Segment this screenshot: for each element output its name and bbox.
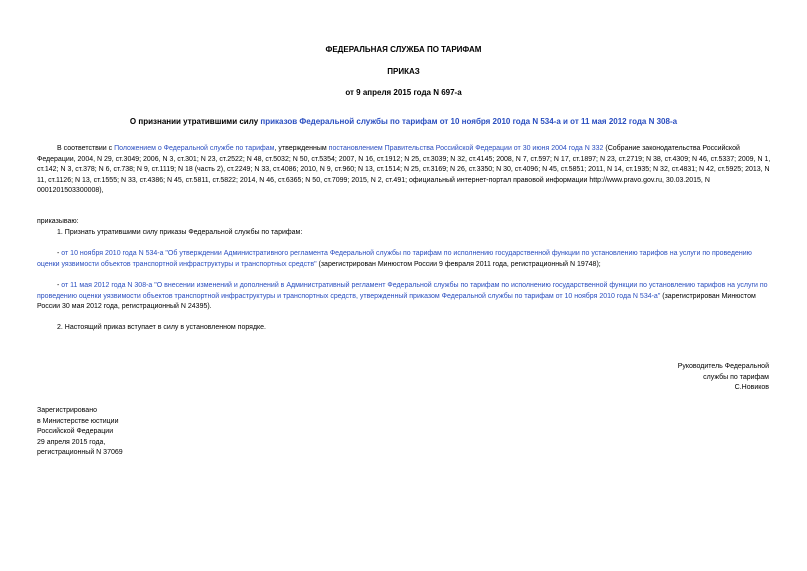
- sub-item-1: [37, 249, 772, 270]
- sub-item-2-suffix: (зарегистрирован Минюстом России 30 мая 2012 года, регистрационный N 24395).: [37, 292, 756, 311]
- preamble-paragraph: [37, 144, 772, 197]
- sub-item-2-prefix: -: [57, 282, 62, 289]
- item-1: 1. Признать утратившими силу приказы Федеральной службы по тарифам:: [57, 229, 303, 236]
- agency-heading: ФЕДЕРАЛЬНАЯ СЛУЖБА ПО ТАРИФАМ: [325, 45, 482, 54]
- preamble-text-1: В соответствии с: [57, 145, 115, 152]
- title-prefix: О признании утратившими силу: [129, 117, 261, 126]
- registration-line-1: Зарегистрировано: [37, 407, 97, 414]
- title-link[interactable]: приказов Федеральной службы по тарифам от 10 ноября 2010 года N 534-а и от 11 мая 2012 года N 308-а: [260, 117, 678, 126]
- date-number-heading: от 9 апреля 2015 года N 697-а: [345, 88, 462, 97]
- sub-item-2-link[interactable]: от 11 мая 2012 года N 308-а "О внесении изменений и дополнений в Административный регламент Федеральной службы по тарифам по исполнению государственной функции по установлению тарифов на услуги по проведению оценки уязвимости объектов транспортной инфраструктуры и транспортных средств, утвержденный приказом Федеральной службы по тарифам от 10 ноября 2010 года N 534-а": [37, 282, 768, 300]
- signature-position: Руководитель Федеральной: [677, 363, 769, 370]
- preamble-text-2: , утвержденным: [274, 145, 329, 152]
- doc-type-heading: ПРИКАЗ: [387, 67, 420, 76]
- preamble-link-regulation[interactable]: Положением о Федеральной службе по тарифам: [114, 145, 275, 152]
- sub-item-2: [37, 281, 772, 313]
- document-title: [0, 117, 807, 127]
- sub-item-1-prefix: -: [57, 250, 62, 257]
- signature-name: С.Новиков: [734, 384, 769, 392]
- registration-block: [37, 406, 123, 459]
- registration-date: 29 апреля 2015 года,: [37, 438, 106, 446]
- registration-line-2: в Министерстве юстиции: [37, 417, 119, 425]
- registration-number: регистрационный N 37069: [37, 449, 123, 457]
- item-2: 2. Настоящий приказ вступает в силу в установленном порядке.: [57, 324, 267, 331]
- sub-item-1-suffix: (зарегистрирован Минюстом России 9 февраля 2011 года, регистрационный N 19748);: [316, 260, 601, 268]
- signature-agency: службы по тарифам: [703, 373, 769, 381]
- order-word: приказываю:: [37, 218, 79, 225]
- sub-item-1-link[interactable]: от 10 ноября 2010 года N 534-а "Об утверждении Административного регламента Федеральной службы по тарифам по исполнению государственной функции по установлению тарифов на услуги по проведению оценки уязвимости объектов транспортной инфраструктуры и транспортных средств": [37, 250, 752, 268]
- preamble-link-resolution[interactable]: постановлением Правительства Российской Федерации от 30 июня 2004 года N 332: [328, 145, 604, 152]
- registration-line-3: Российской Федерации: [37, 428, 114, 436]
- preamble-text-3: (Собрание законодательства Российской Федерации, 2004, N 29, ст.3049; 2006, N 3, ст.301; N 23, ст.2522; N 48, ст.5032; N 50, ст.5354; 2007, N 16, ст.1912; N 25, ст.3039; N 32, ст.4145; 2008, N 7, ст.597; N 17, ст.1897; N 23, ст.2719; N 38, ст.4309; N 46, ст.5337; 2009, N 1, ст.142; N 3, ст.378; N 6, ст.738; N 9, ст.1119; N 18 (часть 2), ст.2249; N 33, ст.4086; 2010, N 9, ст.960; N 13, ст.1514; N 25, ст.3169; N 26, ст.3350; N 30, ст.4096; N 45, ст.5851; 2011, N 14, ст.1935; N 32, ст.4831; N 42, ст.5925; 2013, N 11, ст.1126; N 13, ст.1555; N 33, ст.4386; N 45, ст.5811, ст.5822; 2014, N 46, ст.6365; N 50, ст.7099; 2015, N 2, ст.491; официальный интернет-портал правовой информации http://www.pravo.gov.ru, 30.03.2015, N 0001201503300008),: [37, 145, 771, 195]
- signature-block: [678, 362, 769, 394]
